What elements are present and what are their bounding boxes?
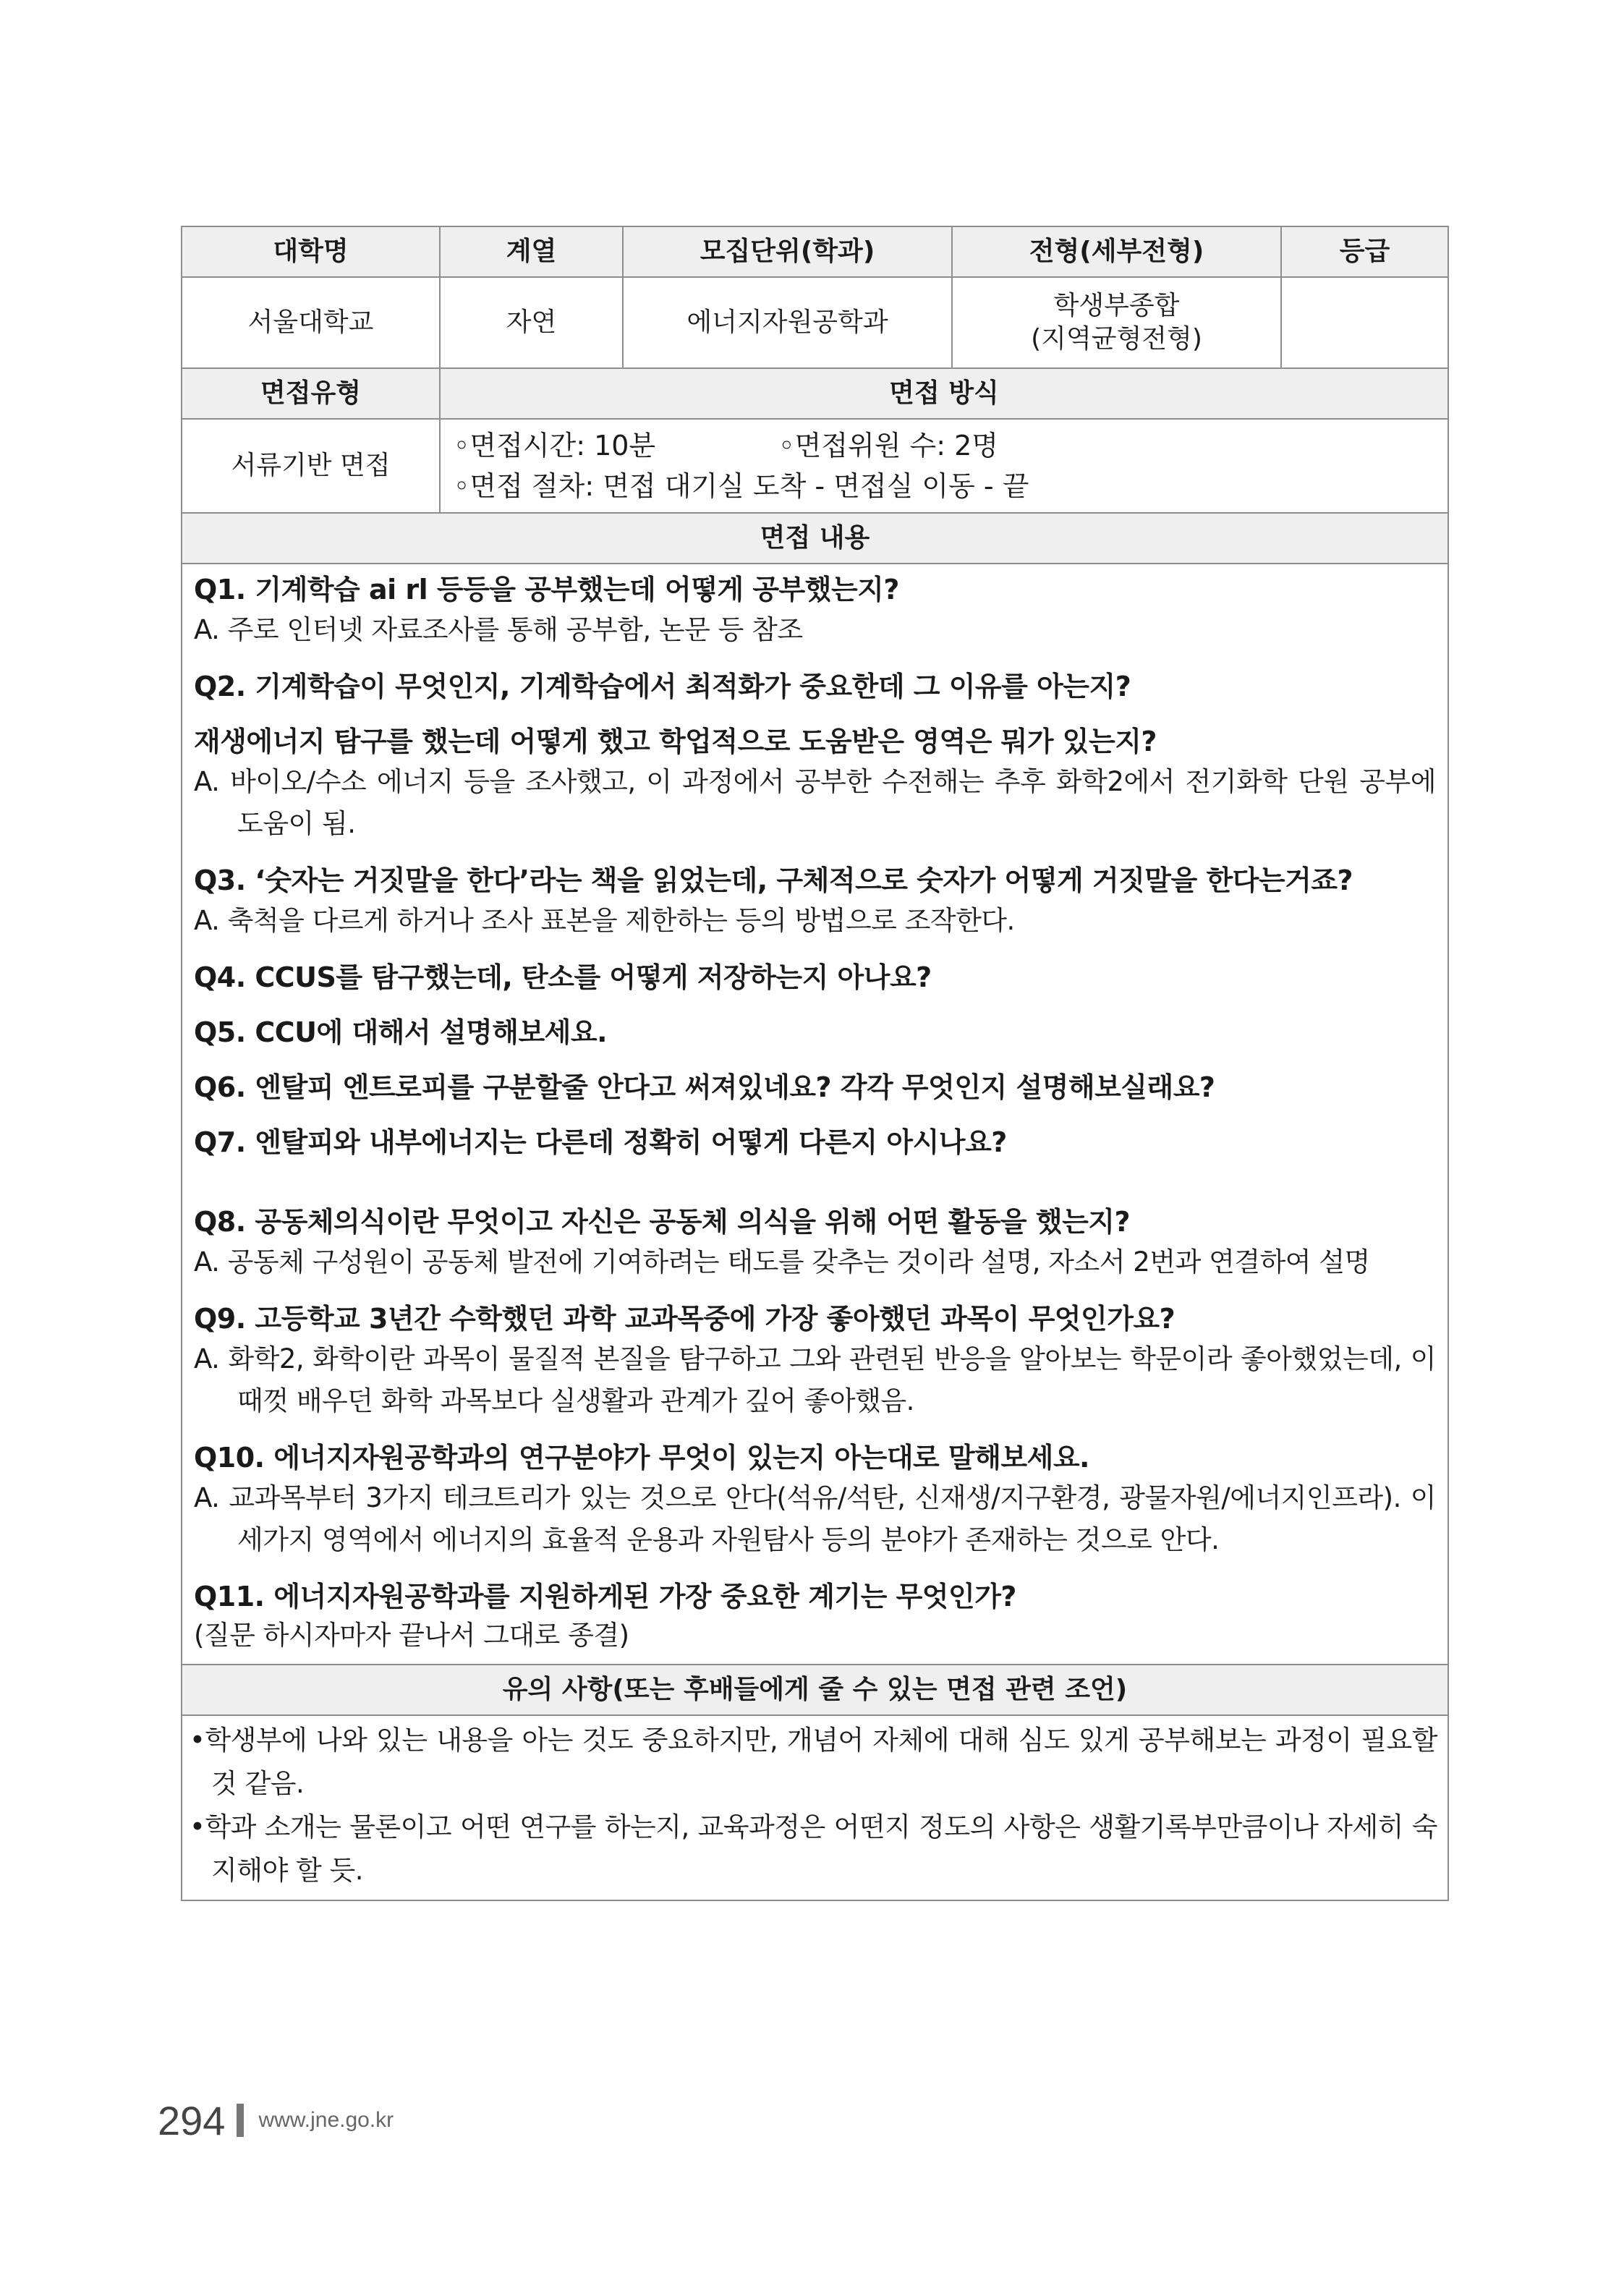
question-2-followup: 재생에너지 탐구를 했는데 어떻게 했고 학업적으로 도움받은 영역은 뭐가 있는지? bbox=[194, 726, 1157, 757]
answer-8: A. 공동체 구성원이 공동체 발전에 기여하려는 태도를 갖추는 것이라 설명, 자소서 2번과 연결하여 설명 bbox=[194, 1246, 1370, 1278]
value-university: 서울대학교 bbox=[182, 277, 440, 368]
interview-record-document bbox=[181, 226, 1447, 1901]
answer-1: A. 주로 인터넷 자료조사를 통해 공부함, 논문 등 참조 bbox=[194, 614, 803, 645]
method-interviewers: ◦면접위원 수: 2명 bbox=[778, 430, 999, 462]
page-footer bbox=[158, 2095, 394, 2146]
question-5: Q5. CCU에 대해서 설명해보세요. bbox=[194, 1016, 608, 1048]
method-procedure: ◦면접 절차: 면접 대기실 도착 - 면접실 이동 - 끝 bbox=[454, 470, 1029, 502]
tips-content bbox=[182, 1715, 1448, 1900]
question-6: Q6. 엔탈피 엔트로피를 구분할줄 안다고 써져있네요? 각각 무엇인지 설명해보실래요? bbox=[194, 1071, 1215, 1103]
answer-2-followup: A. 바이오/수소 에너지 등을 조사했고, 이 과정에서 공부한 수전해는 추후 화학2에서 전기화학 단원 공부에 도움이 됨. bbox=[194, 766, 1436, 839]
question-3: Q3. ‘숫자는 거짓말을 한다’라는 책을 읽었는데, 구체적으로 숫자가 어떻게 거짓말을 한다는거죠? bbox=[194, 864, 1353, 896]
header-tips: 유의 사항(또는 후배들에게 줄 수 있는 면접 관련 조언) bbox=[182, 1665, 1448, 1715]
content-row bbox=[182, 564, 1448, 1665]
header-interview-method: 면접 방식 bbox=[440, 368, 1448, 419]
answer-9: A. 화학2, 화학이란 과목이 물질적 본질을 탐구하고 그와 관련된 반응을 알아보는 학문이라 좋아했었는데, 이때껏 배우던 화학 과목보다 실생활과 관계가 깊어 좋아했음. bbox=[194, 1343, 1436, 1416]
value-grade bbox=[1281, 277, 1448, 368]
answer-3: A. 축척을 다르게 하거나 조사 표본을 제한하는 등의 방법으로 조작한다. bbox=[194, 905, 1015, 936]
value-admission-type bbox=[952, 277, 1281, 368]
table-value-row bbox=[182, 277, 1448, 368]
header-grade: 등급 bbox=[1281, 226, 1448, 277]
header-interview-type: 면접유형 bbox=[182, 368, 440, 419]
value-interview-type: 서류기반 면접 bbox=[182, 419, 440, 513]
interview-info-table bbox=[181, 226, 1449, 1901]
footer-divider bbox=[237, 2104, 244, 2137]
header-university: 대학명 bbox=[182, 226, 440, 277]
header-department: 모집단위(학과) bbox=[623, 226, 952, 277]
question-7: Q7. 엔탈피와 내부에너지는 다른데 정확히 어떻게 다른지 아시나요? bbox=[194, 1126, 1007, 1158]
interview-value-row bbox=[182, 419, 1448, 513]
answer-11: (질문 하시자마자 끝나서 그대로 종결) bbox=[194, 1620, 629, 1651]
header-interview-content: 면접 내용 bbox=[182, 513, 1448, 564]
interview-header-row bbox=[182, 368, 1448, 419]
question-10: Q10. 에너지자원공학과의 연구분야가 무엇이 있는지 아는대로 말해보세요. bbox=[194, 1442, 1089, 1474]
tip-item: •학과 소개는 물론이고 어떤 연구를 하는지, 교육과정은 어떤지 정도의 사항은 생활기록부만큼이나 자세히 숙지해야 할 듯. bbox=[190, 1811, 1437, 1886]
page-number: 294 bbox=[158, 2097, 226, 2143]
header-admission-type: 전형(세부전형) bbox=[952, 226, 1281, 277]
content-header-row bbox=[182, 513, 1448, 564]
answer-10: A. 교과목부터 3가지 테크트리가 있는 것으로 안다(석유/석탄, 신재생/지구환경, 광물자원/에너지인프라). 이 세가지 영역에서 에너지의 효율적 운용과 자원탐사 등의 분야가 존재하는 것으로 안다. bbox=[194, 1482, 1436, 1555]
question-8: Q8. 공동체의식이란 무엇이고 자신은 공동체 의식을 위해 어떤 활동을 했는지? bbox=[194, 1206, 1131, 1238]
question-4: Q4. CCUS를 탐구했는데, 탄소를 어떻게 저장하는지 아나요? bbox=[194, 961, 932, 993]
admission-type-line1: 학생부종합 bbox=[1053, 291, 1180, 320]
tips-header-row bbox=[182, 1665, 1448, 1715]
interview-content bbox=[182, 564, 1448, 1665]
header-track: 계열 bbox=[440, 226, 623, 277]
value-interview-method bbox=[440, 419, 1448, 513]
method-line-1 bbox=[454, 425, 1440, 466]
question-1: Q1. 기계학습 ai rl 등등을 공부했는데 어떻게 공부했는지? bbox=[194, 574, 899, 605]
tips-row bbox=[182, 1715, 1448, 1900]
question-2: Q2. 기계학습이 무엇인지, 기계학습에서 최적화가 중요한데 그 이유를 아는지? bbox=[194, 671, 1131, 702]
question-9: Q9. 고등학교 3년간 수학했던 과학 교과목중에 가장 좋아했던 과목이 무엇인가요? bbox=[194, 1303, 1176, 1335]
value-track: 자연 bbox=[440, 277, 623, 368]
website-link: www.jne.go.kr bbox=[258, 2108, 394, 2132]
value-department: 에너지자원공학과 bbox=[623, 277, 952, 368]
tip-item: •학생부에 나와 있는 내용을 아는 것도 중요하지만, 개념어 자체에 대해 심도 있게 공부해보는 과정이 필요할 것 같음. bbox=[190, 1725, 1437, 1799]
method-time: ◦면접시간: 10분 bbox=[454, 430, 656, 462]
admission-type-line2: (지역균형전형) bbox=[1031, 324, 1202, 354]
question-11: Q11. 에너지자원공학과를 지원하게된 가장 중요한 계기는 무엇인가? bbox=[194, 1581, 1016, 1612]
table-header-row bbox=[182, 226, 1448, 277]
